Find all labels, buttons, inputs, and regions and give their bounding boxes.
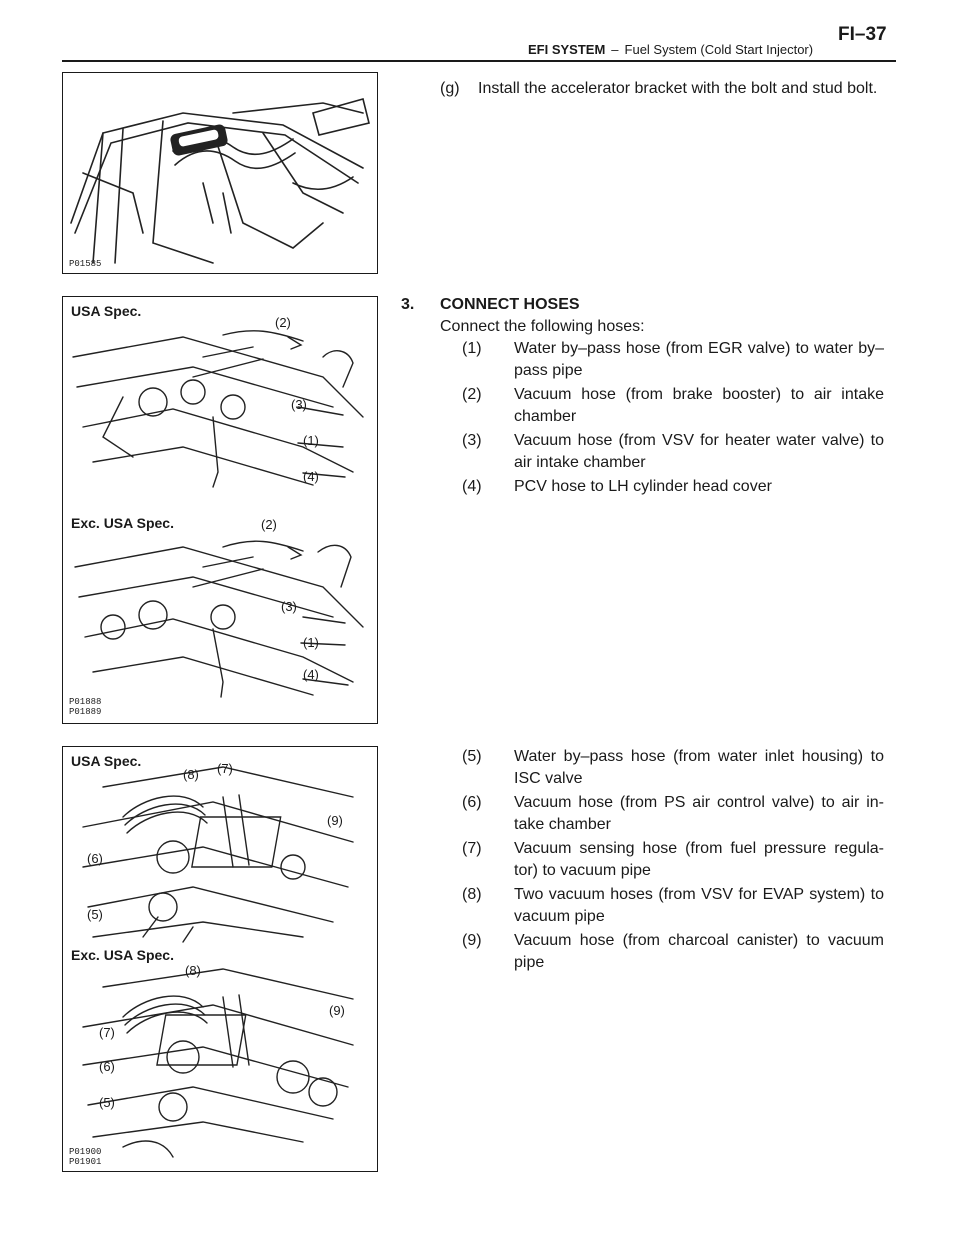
spec-label-exc-usa: Exc. USA Spec. bbox=[71, 515, 174, 531]
callout-3: (3) bbox=[281, 599, 297, 614]
figure-code: P01901 bbox=[69, 1157, 102, 1167]
item-label: (3) bbox=[462, 432, 482, 449]
list-item bbox=[462, 884, 884, 928]
item-text: Vacuum hose (from brake booster) to air intake chamber bbox=[514, 386, 884, 425]
item-text: Vacuum hose (from PS air control valve) to air in-take chamber bbox=[514, 794, 884, 833]
callout-8: (8) bbox=[185, 963, 201, 978]
callout-5: (5) bbox=[87, 907, 103, 922]
section-title: EFI SYSTEM bbox=[528, 42, 606, 57]
item-text: Vacuum hose (from charcoal canister) to vacuum pipe bbox=[514, 932, 884, 971]
item-label: (7) bbox=[462, 840, 482, 857]
step-text: Install the accelerator bracket with the bolt and stud bolt. bbox=[478, 80, 878, 97]
list-item bbox=[462, 930, 884, 974]
list-item bbox=[462, 338, 884, 382]
callout-6: (6) bbox=[87, 851, 103, 866]
figure-code: P01889 bbox=[69, 707, 102, 717]
callout-7: (7) bbox=[99, 1025, 115, 1040]
list-item bbox=[462, 430, 884, 474]
running-header bbox=[528, 42, 813, 57]
list-item bbox=[462, 746, 884, 790]
callout-4: (4) bbox=[303, 667, 319, 682]
item-label: (6) bbox=[462, 794, 482, 811]
item-text: PCV hose to LH cylinder head cover bbox=[514, 478, 772, 495]
item-label: (9) bbox=[462, 932, 482, 949]
list-item bbox=[462, 838, 884, 882]
item-text: Vacuum hose (from VSV for heater water valve) to air intake chamber bbox=[514, 432, 884, 471]
figure-code: P01888 bbox=[69, 697, 102, 707]
item-label: (8) bbox=[462, 886, 482, 903]
list-item bbox=[462, 476, 884, 498]
step-3-intro: Connect the following hoses: bbox=[440, 318, 645, 335]
step-label: (g) bbox=[440, 80, 460, 97]
callout-9: (9) bbox=[327, 813, 343, 828]
spec-label-exc-usa: Exc. USA Spec. bbox=[71, 947, 174, 963]
callout-7: (7) bbox=[217, 761, 233, 776]
callout-2: (2) bbox=[275, 315, 291, 330]
callout-4: (4) bbox=[303, 469, 319, 484]
figure-connect-hoses-1-4 bbox=[62, 296, 378, 724]
figure-accelerator-bracket bbox=[62, 72, 378, 274]
figure-code: P01585 bbox=[69, 259, 102, 269]
spec-label-usa: USA Spec. bbox=[71, 753, 142, 769]
list-item bbox=[462, 792, 884, 836]
figure-code: P01900 bbox=[69, 1147, 102, 1157]
callout-9: (9) bbox=[329, 1003, 345, 1018]
header-separator: – bbox=[611, 42, 619, 57]
item-text: Water by–pass hose (from water inlet housing) to ISC valve bbox=[514, 748, 884, 787]
callout-1: (1) bbox=[303, 635, 319, 650]
item-text: Vacuum sensing hose (from fuel pressure regula-tor) to vacuum pipe bbox=[514, 840, 884, 879]
subsection-title: Fuel System (Cold Start Injector) bbox=[624, 42, 814, 57]
callout-2: (2) bbox=[261, 517, 277, 532]
engine-illustration-1 bbox=[63, 73, 376, 272]
step-3-title: CONNECT HOSES bbox=[440, 296, 580, 313]
item-text: Two vacuum hoses (from VSV for EVAP system) to vacuum pipe bbox=[514, 886, 884, 925]
callout-8: (8) bbox=[183, 767, 199, 782]
item-label: (5) bbox=[462, 748, 482, 765]
item-label: (2) bbox=[462, 386, 482, 403]
callout-5: (5) bbox=[99, 1095, 115, 1110]
item-text: Water by–pass hose (from EGR valve) to water by–pass pipe bbox=[514, 340, 884, 379]
callout-1: (1) bbox=[303, 433, 319, 448]
spec-label-usa: USA Spec. bbox=[71, 303, 142, 319]
callout-3: (3) bbox=[291, 397, 307, 412]
figure-connect-hoses-5-9 bbox=[62, 746, 378, 1172]
callout-6: (6) bbox=[99, 1059, 115, 1074]
list-item bbox=[462, 384, 884, 428]
step-3-number: 3. bbox=[401, 296, 415, 313]
page-number: FI–37 bbox=[838, 24, 887, 45]
item-label: (4) bbox=[462, 478, 482, 495]
item-label: (1) bbox=[462, 340, 482, 357]
engine-illustration-2 bbox=[63, 297, 376, 722]
header-rule bbox=[62, 60, 896, 62]
